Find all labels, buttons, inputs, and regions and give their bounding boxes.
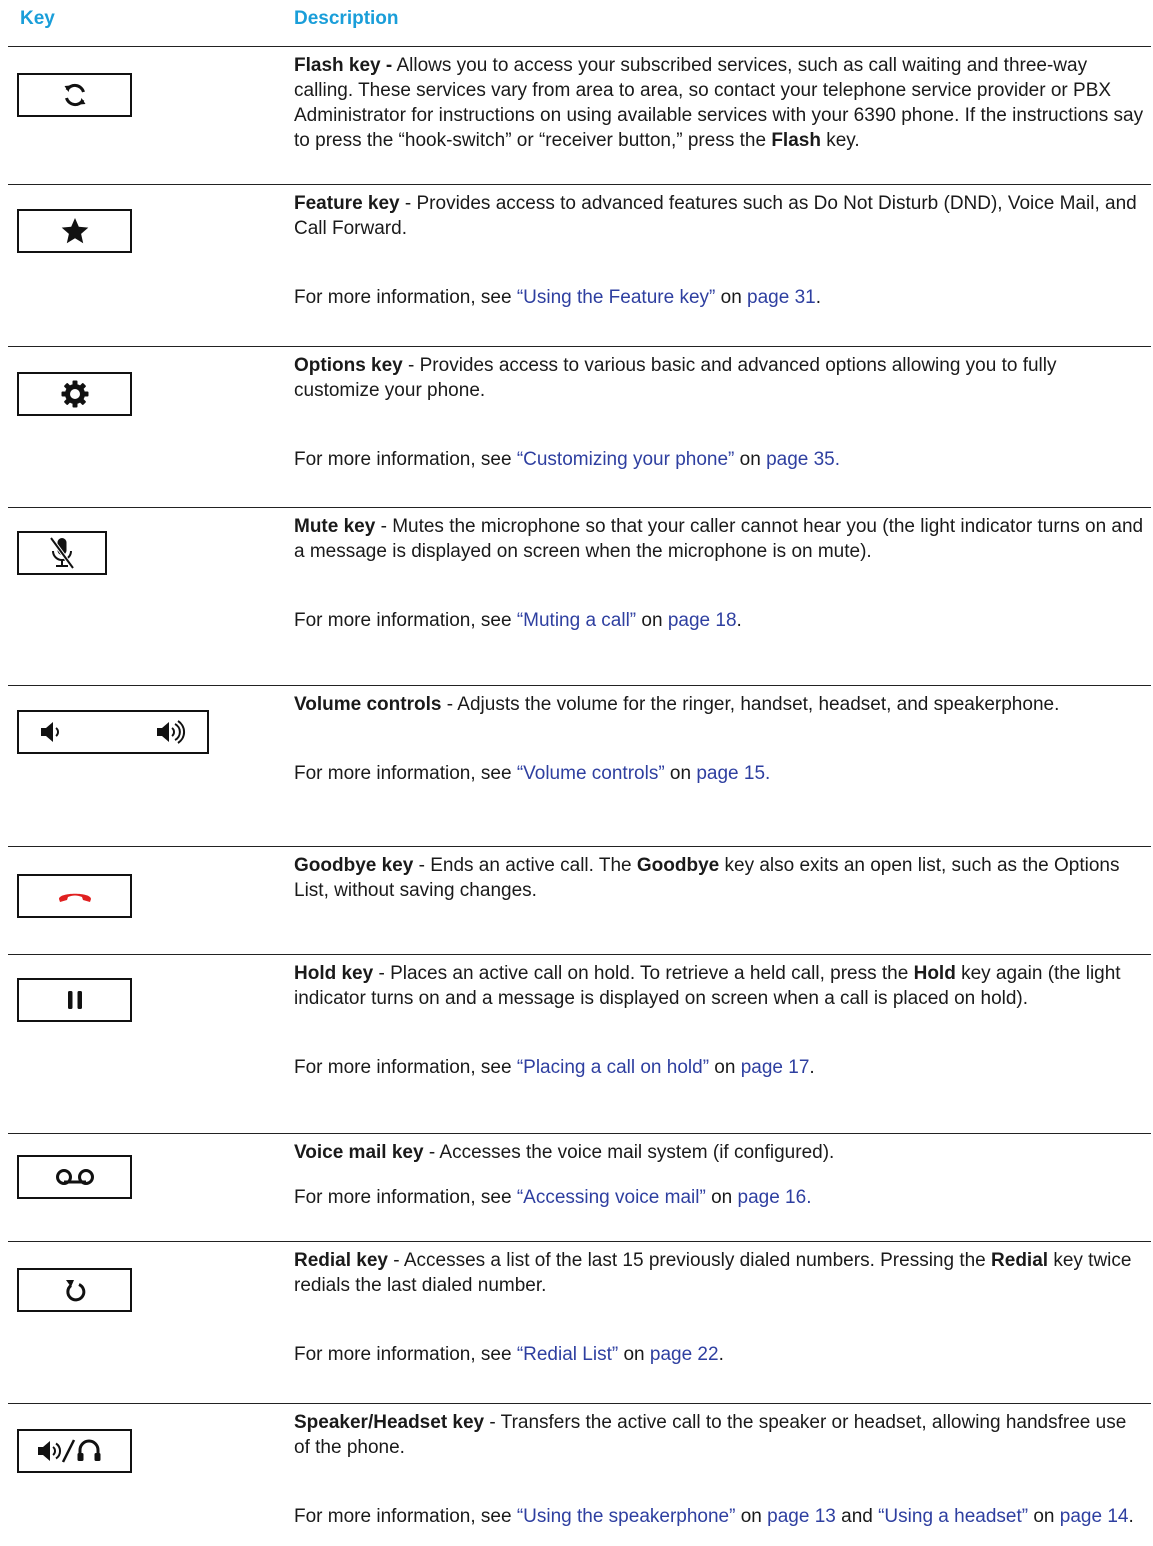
cross-reference-link[interactable]: “Volume controls” xyxy=(516,763,665,784)
table-header xyxy=(0,0,1153,46)
key-title: Voice mail key xyxy=(294,1142,424,1163)
table-row-mute xyxy=(0,508,1153,685)
description-paragraph xyxy=(294,1248,1146,1298)
description-paragraph xyxy=(294,853,1146,903)
table-row-goodbye xyxy=(0,847,1153,954)
row-description xyxy=(294,961,1146,1080)
feature-key xyxy=(17,209,132,253)
more-info-paragraph: For more information, see “Using the speakerphone” on page 13 and “Using a headset” on page 14. xyxy=(294,1506,1134,1527)
more-info-paragraph: For more information, see “Volume controls” on page 15. xyxy=(294,763,771,784)
redial-key xyxy=(17,1268,132,1312)
key-title: Hold key xyxy=(294,963,374,984)
mute-microphone-icon xyxy=(47,536,77,570)
options-key xyxy=(17,372,132,416)
volume-down-icon xyxy=(39,720,65,744)
speaker-headset-icon xyxy=(36,1438,114,1464)
page-link[interactable]: page 22 xyxy=(649,1344,719,1365)
key-name-inline: Goodbye xyxy=(636,855,720,876)
row-description xyxy=(294,1140,1146,1210)
more-info-paragraph: For more information, see “Customizing your phone” on page 35. xyxy=(294,449,841,470)
cross-reference-link[interactable]: “Placing a call on hold” xyxy=(516,1057,710,1078)
table-row-speaker-headset xyxy=(0,1404,1153,1546)
description-paragraph xyxy=(294,1410,1146,1460)
voicemail-key xyxy=(17,1155,132,1199)
key-title: Speaker/Headset key xyxy=(294,1412,485,1433)
row-description xyxy=(294,514,1146,633)
description-paragraph xyxy=(294,961,1146,1011)
mute-key xyxy=(17,531,107,575)
hold-icon xyxy=(65,990,85,1010)
row-description xyxy=(294,191,1146,310)
key-title: Flash key - xyxy=(294,55,393,76)
table-row-redial xyxy=(0,1242,1153,1403)
gear-icon xyxy=(60,379,90,409)
key-name-inline: Redial xyxy=(991,1250,1049,1271)
description-text: key. xyxy=(820,130,860,151)
page-link[interactable]: page 31 xyxy=(747,287,816,308)
description-column-header: Description xyxy=(294,8,399,29)
key-name-inline: Flash xyxy=(771,130,821,151)
cross-reference-link[interactable]: “Using the Feature key” xyxy=(516,287,716,308)
star-icon xyxy=(60,216,90,246)
table-row-options xyxy=(0,347,1153,507)
page-link[interactable]: page 16. xyxy=(737,1187,812,1208)
page-link[interactable]: page 18 xyxy=(667,610,737,631)
flash-icon xyxy=(60,80,90,110)
hold-key xyxy=(17,978,132,1022)
description-text: key twice redials the last dialed number. xyxy=(294,1250,1132,1296)
more-info-paragraph: For more information, see “Placing a call on hold” on page 17. xyxy=(294,1057,815,1078)
page-link[interactable]: page 17 xyxy=(740,1057,810,1078)
page-link[interactable]: page 13 xyxy=(767,1506,836,1527)
more-info-paragraph: For more information, see “Redial List” on page 22. xyxy=(294,1344,724,1365)
key-title: Mute key xyxy=(294,516,376,537)
redial-icon xyxy=(62,1277,88,1303)
goodbye-handset-icon xyxy=(57,888,93,904)
row-description xyxy=(294,1410,1146,1529)
key-title: Redial key xyxy=(294,1250,388,1271)
speaker-headset-key xyxy=(17,1429,132,1473)
table-row-flash xyxy=(0,47,1153,184)
page-link[interactable]: page 15. xyxy=(696,763,771,784)
page-link[interactable]: page 35. xyxy=(766,449,841,470)
goodbye-key xyxy=(17,874,132,918)
key-name-inline: Hold xyxy=(913,963,956,984)
cross-reference-link[interactable]: “Redial List” xyxy=(516,1344,619,1365)
volume-keys xyxy=(17,710,209,754)
description-paragraph xyxy=(294,514,1146,564)
description-paragraph xyxy=(294,353,1146,403)
table-row-volume xyxy=(0,686,1153,846)
page-link[interactable]: page 14 xyxy=(1059,1506,1129,1527)
key-title: Goodbye key xyxy=(294,855,414,876)
volume-up-icon xyxy=(155,719,189,745)
row-description xyxy=(294,853,1146,903)
more-info-paragraph: For more information, see “Muting a call” on page 18. xyxy=(294,610,742,631)
row-description xyxy=(294,353,1146,472)
key-title: Feature key xyxy=(294,193,400,214)
row-description xyxy=(294,692,1146,786)
description-text: Allows you to access your subscribed services, such as call waiting and three-way calling. These services vary from area to area, so contact your telephone service provider or PBX Administrator for instructions on using available services with your 6390 phone. If the instructions say to press the “hook-switch” or “receiver button,” press the xyxy=(294,55,1144,151)
more-info-paragraph: For more information, see “Using the Feature key” on page 31. xyxy=(294,287,822,308)
description-text: - Ends an active call. The xyxy=(413,855,637,876)
table-row-hold xyxy=(0,955,1153,1133)
description-text: - Transfers the active call to the speaker or headset, allowing handsfree use of the phone. xyxy=(294,1412,1127,1458)
description-paragraph xyxy=(294,191,1146,241)
row-description xyxy=(294,53,1146,153)
cross-reference-link[interactable]: “Using a headset” xyxy=(878,1506,1029,1527)
cross-reference-link[interactable]: “Customizing your phone” xyxy=(516,449,735,470)
key-title: Options key xyxy=(294,355,403,376)
description-text: - Mutes the microphone so that your caller cannot hear you (the light indicator turns on and a message is displayed on screen when the microphone is on mute). xyxy=(294,516,1144,562)
description-text: - Accesses a list of the last 15 previously dialed numbers. Pressing the xyxy=(388,1250,992,1271)
description-text: - Places an active call on hold. To retrieve a held call, press the xyxy=(373,963,914,984)
description-text: - Adjusts the volume for the ringer, handset, headset, and speakerphone. xyxy=(441,694,1060,715)
flash-key xyxy=(17,73,132,117)
description-text: key also exits an open list, such as the Options List, without saving changes. xyxy=(294,855,1120,901)
row-description xyxy=(294,1248,1146,1367)
description-paragraph xyxy=(294,692,1146,717)
cross-reference-link[interactable]: “Muting a call” xyxy=(516,610,637,631)
table-row-voicemail xyxy=(0,1134,1153,1241)
description-paragraph xyxy=(294,53,1146,153)
description-paragraph xyxy=(294,1140,1146,1165)
description-text: - Provides access to various basic and advanced options allowing you to fully customize your phone. xyxy=(294,355,1057,401)
cross-reference-link[interactable]: “Accessing voice mail” xyxy=(516,1187,706,1208)
voicemail-icon xyxy=(53,1167,97,1187)
key-title: Volume controls xyxy=(294,694,442,715)
description-text: - Accesses the voice mail system (if configured). xyxy=(423,1142,835,1163)
description-text: key again (the light indicator turns on and a message is displayed on screen when a call is placed on hold). xyxy=(294,963,1121,1009)
key-column-header: Key xyxy=(20,8,55,29)
description-text: - Provides access to advanced features such as Do Not Disturb (DND), Voice Mail, and Call Forward. xyxy=(294,193,1137,239)
cross-reference-link[interactable]: “Using the speakerphone” xyxy=(516,1506,736,1527)
more-info-paragraph: For more information, see “Accessing voice mail” on page 16. xyxy=(294,1187,812,1208)
table-row-feature xyxy=(0,185,1153,346)
